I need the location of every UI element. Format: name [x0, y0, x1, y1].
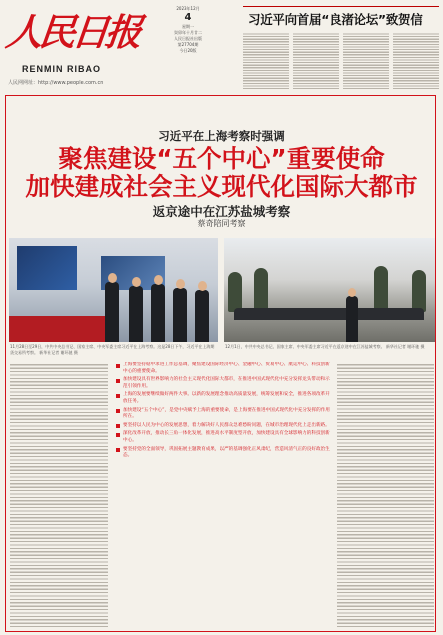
text-column — [343, 32, 389, 90]
text-column — [293, 32, 339, 90]
exhibit-table — [9, 316, 119, 342]
display-screen — [17, 246, 77, 290]
lead-subhead: 返京途中在江苏盐城考察 — [152, 204, 291, 219]
text-column — [243, 32, 289, 90]
text-column — [393, 32, 439, 90]
person-head — [176, 279, 185, 289]
article-body-right — [337, 362, 434, 628]
tree — [412, 270, 426, 312]
masthead — [0, 0, 443, 92]
newspaper-logo: 人民日报 — [3, 10, 141, 54]
key-point: 要坚持党的全面领导，巩固拓展主题教育成果，以严的基调强化正风肃纪，营造风清气正的良好政治生态。 — [116, 447, 330, 460]
tree — [254, 268, 268, 312]
key-point: 上海要坚持稳中求进工作总基调，聚焦建设国际经济中心、金融中心、贸易中心、航运中心、科技创新中心的重要使命。 — [116, 362, 330, 375]
bullet-square-icon — [116, 379, 120, 383]
publisher: 人民日报社出版 — [174, 36, 202, 41]
person-head — [198, 281, 207, 291]
photo-caption-1: 11月28日至29日，中共中央总书记、国家主席、中央军委主席习近平在上海考察。这是28日下午，习近平在上海期货交易所考察。 新华社记者 谢环驰 摄 — [10, 344, 215, 355]
tree — [374, 266, 388, 312]
photo-exchange-visit — [9, 238, 218, 342]
key-point: 加快建设具有世界影响力的社会主义现代化国际大都市，在推进中国式现代化中充分发挥龙头带动和示范引领作用。 — [116, 377, 330, 390]
bullet-square-icon — [116, 394, 120, 398]
key-point: 要坚持以人民为中心的发展思想，着力解决好人民群众急难愁盼问题，在城市治理现代化上走出新路。 — [116, 423, 330, 430]
lead-kicker: 习近平在上海考察时强调 — [158, 129, 285, 143]
bullet-square-icon — [116, 409, 120, 413]
person — [346, 296, 358, 342]
key-points-list — [116, 362, 330, 628]
key-point: 上海的发展要继续做好两件大事。以新的发展理念推动高质量发展，统筹发展和安全，推进各项改革开放任务。 — [116, 392, 330, 405]
top-story-text — [243, 32, 439, 90]
person — [105, 282, 119, 342]
date-day: 4 — [184, 12, 192, 23]
bullet-square-icon — [116, 433, 120, 437]
tree — [228, 272, 242, 312]
person — [195, 290, 209, 342]
lunar-date: 癸卯年十月廿二 — [174, 30, 202, 35]
lead-headline-line2[interactable]: 加快建成社会主义现代化国际大都市 — [25, 172, 418, 201]
bullet-square-icon — [116, 364, 120, 368]
date-year-month: 2023年12月 — [176, 6, 200, 11]
key-point: 深化改革开放，推动长三角一体化发展，推进高水平制度型开放，加快建设具有全球影响力的科技创新中心。 — [116, 431, 330, 444]
article-body-left — [10, 362, 108, 628]
lead-byline: 蔡奇陪同考察 — [197, 219, 246, 228]
page-count: 今日20版 — [179, 48, 197, 53]
photo-caption-2: 12月1日，中共中央总书记、国家主席、中央军委主席习近平在返京途中在江苏盐城考察。 新华社记者 谢环驰 摄 — [225, 344, 425, 349]
lead-headline-line1[interactable]: 聚焦建设“五个中心”重要使命 — [58, 144, 385, 173]
weekday: 星期一 — [182, 24, 194, 29]
person-head — [108, 273, 117, 283]
newspaper-pinyin: RENMIN RIBAO — [22, 64, 101, 74]
photo-yancheng-visit — [224, 238, 435, 342]
bullet-square-icon — [116, 448, 120, 452]
person-head — [348, 288, 356, 297]
person-head — [154, 275, 163, 285]
website-url[interactable]: 人民网网址：http://www.people.com.cn — [8, 80, 104, 86]
issue-number: 第27704期 — [177, 42, 199, 47]
bullet-square-icon — [116, 424, 120, 428]
top-story-headline[interactable]: 习近平向首届“良渚论坛”致贺信 — [248, 12, 423, 27]
person-head — [132, 277, 141, 287]
date-block — [168, 6, 208, 54]
key-point: 加快建设“五个中心”，是党中央赋予上海的重要使命，是上海要在推进中国式现代化中充分发挥的作用所在。 — [116, 408, 330, 421]
person — [173, 288, 187, 342]
person — [151, 284, 165, 342]
person — [129, 286, 143, 342]
top-rule — [243, 6, 439, 7]
crowd — [234, 308, 424, 320]
